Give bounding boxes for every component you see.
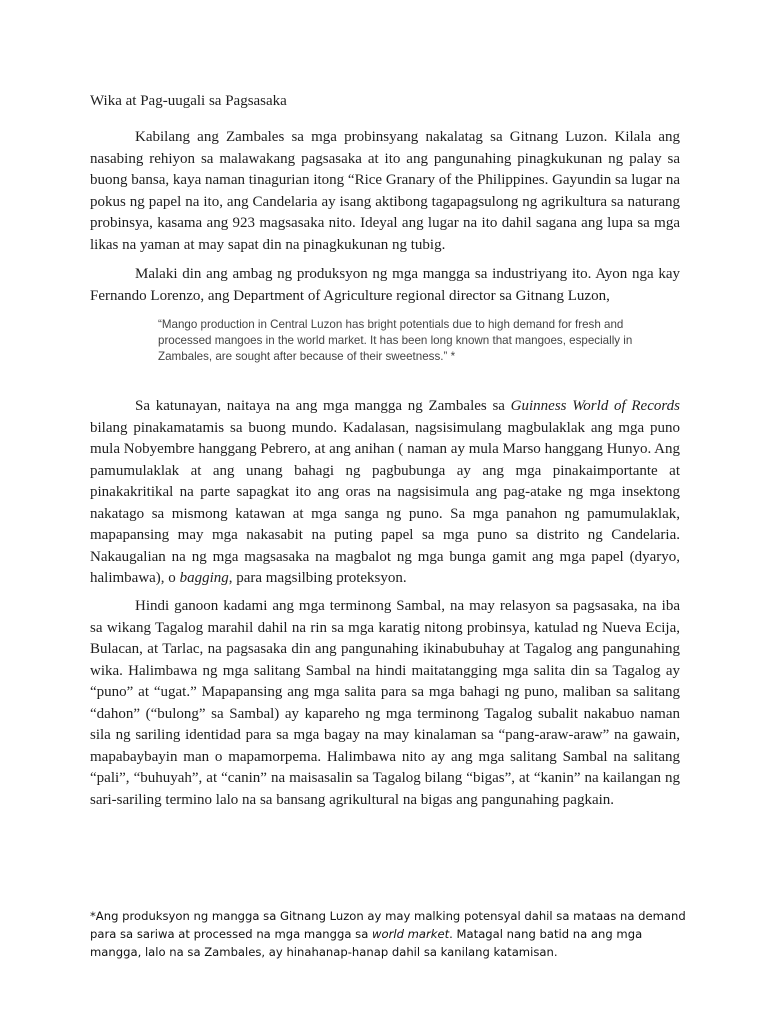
- paragraph-text: , para magsilbing proteksyon.: [228, 570, 407, 586]
- paragraph-mango-contribution: Malaki din ang ambag ng produksyon ng mga mangga sa industriyang ito. Ayon nga kay Fernando Lorenzo, ang Department of Agriculture regional director sa Gitnang Luzon,: [90, 266, 680, 304]
- document-title: Wika at Pag-uugali sa Pagsasaka: [90, 93, 287, 109]
- footnote-text: . Matagal nang batid na ang mga mangga, lalo na sa Zambales, ay hinahanap-hanap dahil sa kanilang katamisan.: [90, 927, 643, 959]
- paragraph-text: Sa katunayan, naitaya na ang mga mangga ng Zambales sa: [135, 398, 511, 414]
- paragraph-guinness-record: [90, 396, 680, 590]
- block-quote: “Mango production in Central Luzon has bright potentials due to high demand for fresh and processed mangoes in the world market. It has been long known that mangoes, especially in Zambales, are sought after because of their sweetness.” *: [158, 318, 633, 363]
- footnote: [90, 907, 690, 961]
- italic-term-guinness: Guinness World of Records: [510, 398, 680, 414]
- paragraph-text: bilang pinakamatamis sa buong mundo. Kadalasan, nagsisimulang magbulaklak ang mga puno mula Nobyembre hanggang Pebrero, at ang anihan ( naman ay mula Marso hanggang Hunyo. Ang pamumulaklak at ang unang bahagi ng pagbubunga ay ang mga pinakaimportante at pinakakritikal na parte sapagkat ito ang oras na nagsisimula ang pag-atake ng mga insektong nakatago sa mismong katawan at mga sanga ng puno. Sa mga panahon ng pamumulaklak, mapapansing may mga nakasabit na puting papel sa mga puno sa distrito ng Candelaria. Nakaugalian na ng mga magsasaka na magbalot ng mga bunga gamit ang mga papel (dyaryo, halimbawa), o: [90, 419, 680, 586]
- paragraph-rice-granary: Kabilang ang Zambales sa mga probinsyang nakalatag sa Gitnang Luzon. Kilala ang nasabing rehiyon sa malawakang pagsasaka at ito ang pangunahing pinagkukunan ng palay sa buong bansa, kaya naman tinagurian itong “Rice Granary of the Philippines. Gayundin sa lugar na pokus ng papel na ito, ang Candelaria ay isang aktibong tagapagsulong ng agrikultura sa naturang probinsya, kasama ang 923 magsasaka nito. Ideyal ang lugar na ito dahil sagana ang lupa sa mga likas na yaman at may sapat din na pinagkukunan ng tubig.: [90, 129, 680, 253]
- paragraph-sambal-terms: Hindi ganoon kadami ang mga terminong Sambal, na may relasyon sa pagsasaka, na iba sa wikang Tagalog marahil dahil na rin sa mga karatig nitong probinsya, katulad ng Nueva Ecija, Bulacan, at Tarlac, na pagsasaka din ang pangunahing ikinabubuhay at Tagalog ang pangunahing wika. Halimbawa ng mga salitang Sambal na hindi maitatangging mga salita din sa Tagalog ay “puno” at “ugat.” Mapapansing ang mga salita para sa mga bahagi ng puno, maliban sa salitang “dahon” (“bulong” sa Sambal) ay kapareho ng mga terminong Tagalog subalit nakabuo naman sila ng sariling identidad para sa mga bagay na may kinalaman sa “pang-araw-araw” na gawain, mapabaybayin man o mapamorpema. Halimbawa nito ay ang mga salitang Sambal na salitang “pali”, “buhuyah”, at “canin” na maisasalin sa Tagalog bilang “bigas”, at “kanin” na kailangan ng sari-sariling termino lalo na sa bansang agrikultural na bigas ang pangunahing pagkain.: [90, 598, 680, 808]
- italic-term-bagging: bagging: [179, 570, 229, 586]
- italic-term-world-market: world market: [372, 927, 450, 941]
- footnote-text: *Ang produksyon ng mangga sa Gitnang Luzon ay may malking potensyal dahil sa mataas na demand para sa sariwa at processed na mga mangga sa: [90, 909, 686, 941]
